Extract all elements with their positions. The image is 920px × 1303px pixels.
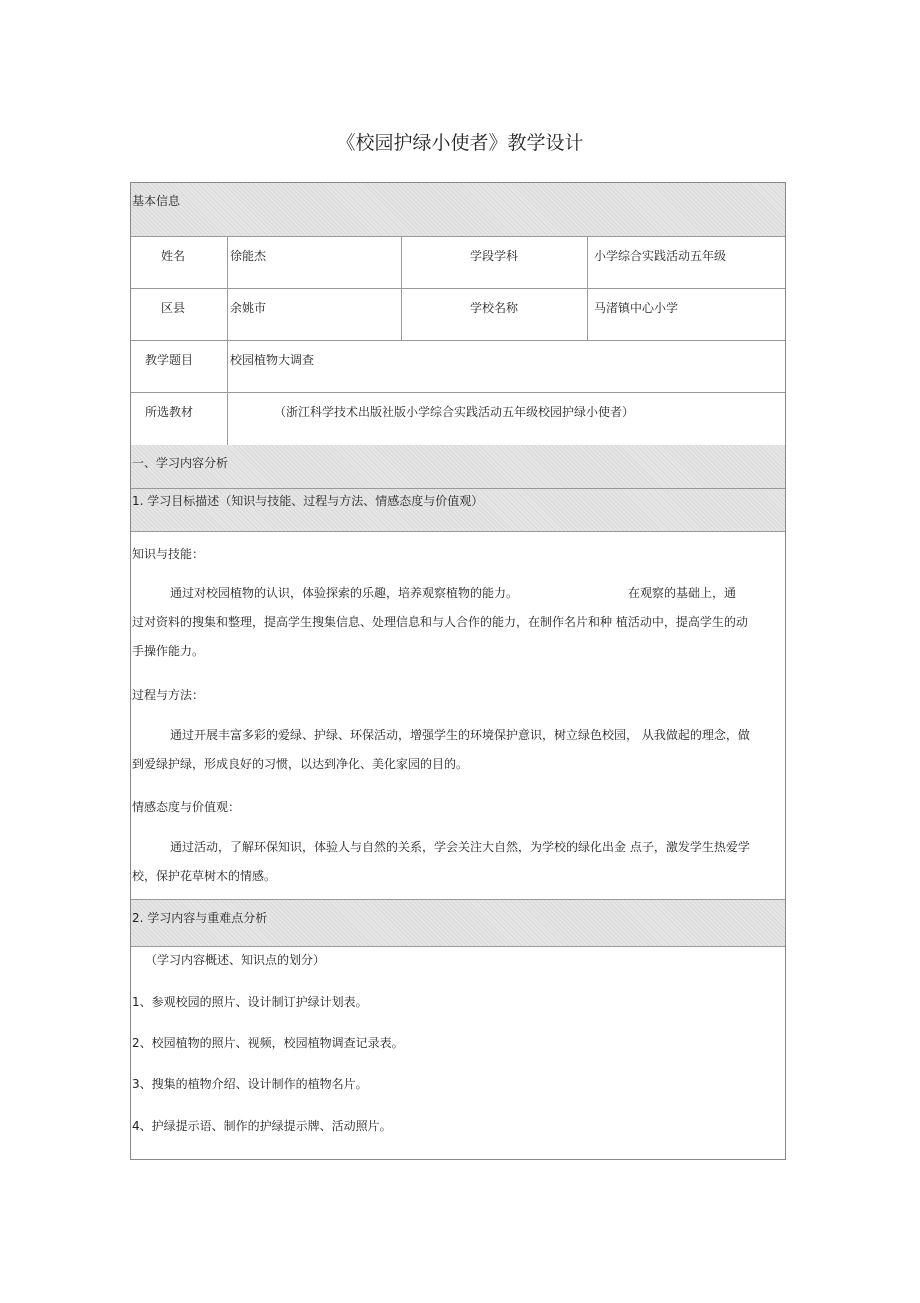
basic-info-header: 基本信息 xyxy=(131,183,785,237)
topic-label: 教学题目 xyxy=(145,353,194,367)
knowledge-text: 通过对校园植物的认识，体验探索的乐趣，培养观察植物的能力。 xyxy=(170,586,519,600)
school-label: 学校名称 xyxy=(470,301,519,315)
emotion-text: 校，保护花草树木的情感。 xyxy=(132,869,277,883)
emotion-label: 情感态度与价值观： xyxy=(132,800,241,814)
knowledge-text: 手操作能力。 xyxy=(132,644,205,658)
process-label: 过程与方法： xyxy=(132,688,205,702)
content-item: 1、参观校园的照片、设计制订护绿计划表。 xyxy=(132,995,368,1009)
section1-header: 一、学习内容分析 xyxy=(131,445,785,489)
page-title: 《校园护绿小使者》教学设计 xyxy=(336,132,584,154)
process-text: 到爱绿护绿，形成良好的习惯，以达到净化、美化家园的目的。 xyxy=(132,757,469,771)
content-item: 3、搜集的植物介绍、设计制作的植物名片。 xyxy=(132,1077,368,1091)
content-item: 2、校园植物的照片、视频，校园植物调查记录表。 xyxy=(132,1036,404,1050)
section1-sub1-header: 1. 学习目标描述（知识与技能、过程与方法、情感态度与价值观） xyxy=(131,489,785,532)
column-divider xyxy=(227,237,228,445)
knowledge-text: 过对资料的搜集和整理，提高学生搜集信息、处理信息和与人合作的能力，在制作名片和种 植活动中，提高学生的动 xyxy=(132,615,748,629)
emotion-text: 通过活动，了解环保知识，体验人与自然的关系，学会关注大自然，为学校的绿化出金 点子，激发学生热爱学 xyxy=(170,840,750,854)
knowledge-text: 在观察的基础上，通 xyxy=(628,586,737,600)
material-value: （浙江科学技术出版社版小学综合实践活动五年级校园护绿小使者） xyxy=(274,405,635,419)
process-text: 通过开展丰富多彩的爱绿、护绿、环保活动，增强学生的环境保护意识，树立绿色校园， 从我做起的理念，做 xyxy=(170,728,750,742)
subject-label: 学段学科 xyxy=(470,249,519,263)
row-divider xyxy=(131,340,785,341)
topic-value: 校园植物大调查 xyxy=(230,353,315,367)
column-divider xyxy=(401,237,402,340)
name-value: 徐能杰 xyxy=(230,249,267,263)
name-label: 姓名 xyxy=(161,249,186,263)
county-value: 余姚市 xyxy=(230,301,267,315)
section1-sub2-header: 2. 学习内容与重难点分析 xyxy=(131,899,785,947)
row-divider xyxy=(131,288,785,289)
column-divider xyxy=(587,237,588,340)
school-value: 马渚镇中心小学 xyxy=(594,301,679,315)
content-intro: （学习内容概述、知识点的划分） xyxy=(145,953,326,967)
row-divider xyxy=(131,392,785,393)
county-label: 区县 xyxy=(161,301,186,315)
knowledge-label: 知识与技能： xyxy=(132,547,205,561)
content-item: 4、护绿提示语、制作的护绿提示牌、活动照片。 xyxy=(132,1119,392,1133)
subject-value: 小学综合实践活动五年级 xyxy=(594,249,727,263)
lesson-plan-table xyxy=(130,182,786,1160)
material-label: 所选教材 xyxy=(145,405,194,419)
